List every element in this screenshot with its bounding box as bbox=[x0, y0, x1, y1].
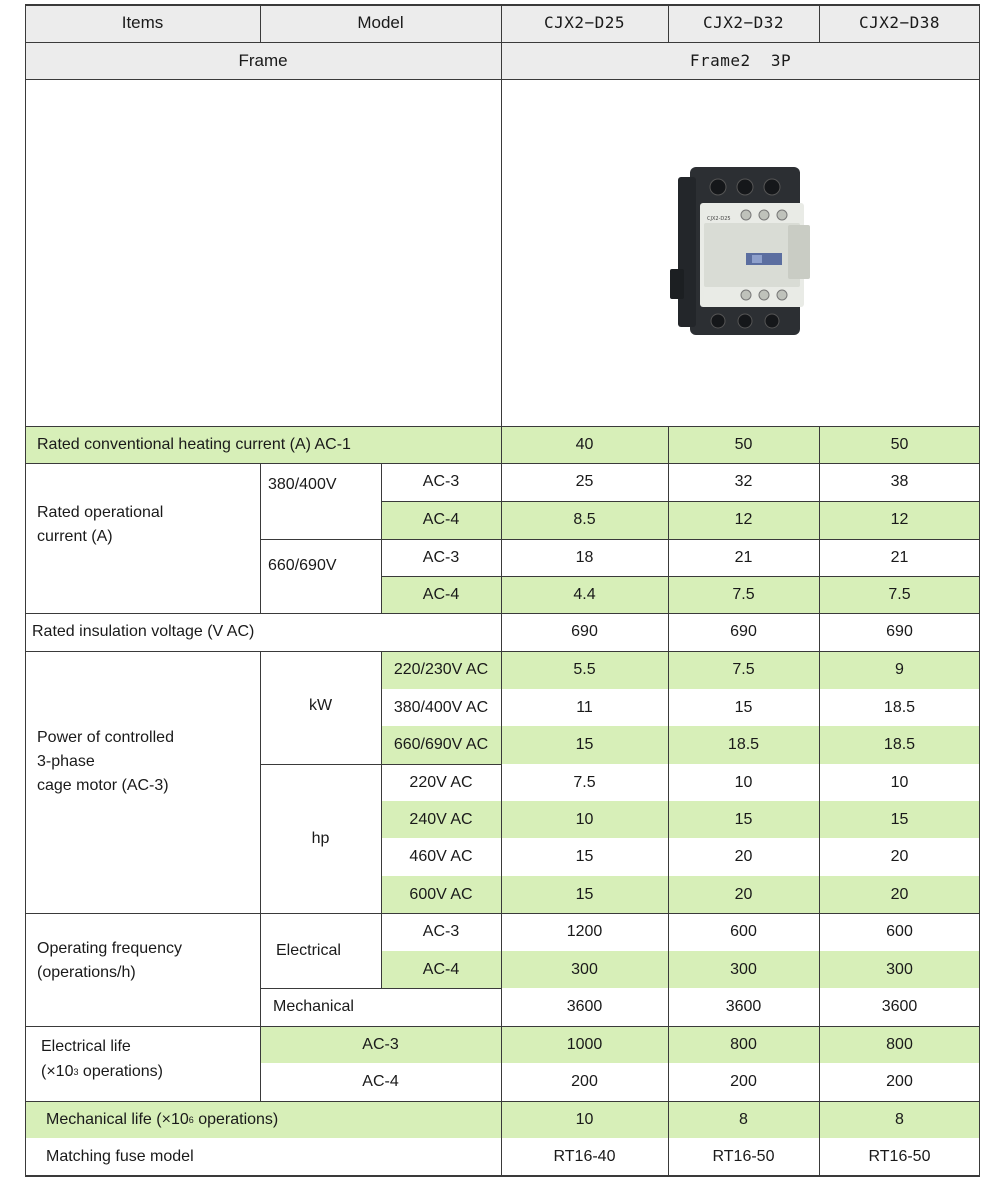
rule bbox=[381, 463, 382, 613]
hp-row4-volt: 600V AC bbox=[409, 885, 473, 903]
rule bbox=[260, 463, 261, 613]
freq-ac4-cat: AC-4 bbox=[422, 960, 460, 978]
elec-life-ac3-d38: 800 bbox=[886, 1035, 913, 1053]
op-v1-ac3-d38: 38 bbox=[890, 473, 909, 490]
elec-life-ac3-cat: AC-3 bbox=[362, 1035, 399, 1053]
kw-row2-d38: 18.5 bbox=[883, 698, 916, 716]
hp-row3-volt: 460V AC bbox=[409, 848, 473, 865]
elec-life-ac3-d25: 1000 bbox=[566, 1035, 603, 1053]
op-v1-ac4-d32: 12 bbox=[734, 511, 753, 528]
kw-row2-volt: 380/400V AC bbox=[393, 698, 489, 716]
rule-left bbox=[25, 4, 26, 1176]
hp-row4-d32: 20 bbox=[734, 885, 753, 903]
rule-col-values bbox=[501, 4, 502, 1176]
fuse-d25: RT16-40 bbox=[553, 1148, 616, 1165]
kw-row3-d32: 18.5 bbox=[727, 736, 760, 753]
frame-label: Frame bbox=[25, 42, 501, 79]
product-image-cell bbox=[501, 80, 979, 425]
kw-row3-d25: 15 bbox=[575, 736, 594, 753]
rule bbox=[25, 651, 980, 652]
elec-life-unit-suffix: operations) bbox=[78, 1063, 163, 1080]
op-v2-ac4-d32: 7.5 bbox=[732, 585, 755, 603]
kw-row3-volt: 660/690V AC bbox=[393, 736, 489, 753]
rule bbox=[381, 501, 980, 502]
power-label-line1: Power of controlled bbox=[37, 729, 174, 746]
rule bbox=[260, 988, 501, 989]
elec-life-ac4-d32: 200 bbox=[730, 1073, 757, 1090]
insulation-label: Rated insulation voltage (V AC) bbox=[32, 623, 255, 640]
hp-row3-d25: 15 bbox=[575, 848, 594, 865]
rule bbox=[25, 1101, 980, 1102]
rule bbox=[260, 539, 980, 540]
op-v2-ac4-d38: 7.5 bbox=[888, 585, 911, 603]
hp-row2-volt: 240V AC bbox=[409, 810, 473, 828]
frequency-label-line2: (operations/h) bbox=[37, 964, 136, 981]
power-kw-label: kW bbox=[308, 696, 333, 714]
rule bbox=[381, 576, 980, 577]
elec-life-label-line2: (×10 3 operations) bbox=[41, 1063, 163, 1080]
frequency-electrical-label: Electrical bbox=[276, 941, 341, 959]
hp-row2-d38: 15 bbox=[890, 810, 909, 828]
hp-row4-d38: 20 bbox=[890, 885, 909, 903]
spec-table bbox=[25, 4, 980, 1176]
elec-life-label-line1: Electrical life bbox=[41, 1038, 131, 1055]
header-model: Model bbox=[260, 4, 501, 42]
header-model-d25: CJX2−D25 bbox=[501, 4, 668, 42]
op-v1-ac4-d38: 12 bbox=[890, 511, 909, 528]
rule bbox=[819, 426, 820, 1176]
rule bbox=[668, 4, 669, 42]
elec-life-ac4-cat: AC-4 bbox=[362, 1073, 399, 1090]
rule bbox=[25, 463, 980, 464]
rule bbox=[260, 651, 261, 1101]
hp-row2-d25: 10 bbox=[575, 810, 594, 828]
freq-ac4-d25: 300 bbox=[571, 960, 598, 978]
kw-row1-volt: 220/230V AC bbox=[393, 661, 489, 678]
header-model-d32: CJX2−D32 bbox=[668, 4, 819, 42]
kw-row2-d32: 15 bbox=[734, 698, 753, 716]
frequency-mechanical-label: Mechanical bbox=[273, 998, 354, 1015]
fuse-label: Matching fuse model bbox=[46, 1148, 194, 1165]
header-items: Items bbox=[25, 4, 260, 42]
elec-life-unit-prefix: (×10 bbox=[41, 1063, 74, 1080]
heating-d38: 50 bbox=[890, 435, 909, 453]
op-v2-ac3-d38: 21 bbox=[890, 548, 909, 566]
header-model-d38: CJX2−D38 bbox=[819, 4, 980, 42]
insulation-d32: 690 bbox=[730, 623, 757, 640]
hp-row4-d25: 15 bbox=[575, 885, 594, 903]
freq-ac4-d38: 300 bbox=[886, 960, 913, 978]
frame-value: Frame2 3P bbox=[501, 42, 980, 79]
fuse-d32: RT16-50 bbox=[712, 1148, 775, 1165]
heating-d32: 50 bbox=[734, 435, 753, 453]
rule-bottom bbox=[25, 1175, 980, 1177]
kw-row1-d32: 7.5 bbox=[732, 661, 755, 678]
kw-row2-d25: 11 bbox=[576, 698, 593, 716]
freq-ac4-d32: 300 bbox=[730, 960, 757, 978]
kw-row3-d38: 18.5 bbox=[883, 736, 916, 753]
freq-ac3-d32: 600 bbox=[730, 923, 757, 940]
op-v1-ac4-cat: AC-4 bbox=[422, 511, 460, 528]
freq-mech-d32: 3600 bbox=[725, 998, 762, 1015]
power-label-line3: cage motor (AC-3) bbox=[37, 777, 169, 794]
freq-ac3-d25: 1200 bbox=[566, 923, 603, 940]
heating-d25: 40 bbox=[575, 435, 594, 453]
elec-life-ac3-d32: 800 bbox=[730, 1035, 757, 1053]
hp-row1-d25: 7.5 bbox=[573, 773, 596, 791]
insulation-d38: 690 bbox=[886, 623, 913, 640]
rule bbox=[25, 79, 980, 80]
op-v2-ac3-d25: 18 bbox=[575, 548, 594, 566]
frequency-label-line1: Operating frequency bbox=[37, 940, 182, 957]
power-hp-label: hp bbox=[311, 829, 330, 847]
freq-ac3-d38: 600 bbox=[886, 923, 913, 940]
hp-row2-d32: 15 bbox=[734, 810, 753, 828]
operational-label-line2: current (A) bbox=[37, 528, 113, 545]
rule bbox=[25, 42, 980, 43]
heating-label: Rated conventional heating current (A) AC-1 bbox=[37, 435, 351, 453]
contactor-image bbox=[660, 163, 820, 343]
rule bbox=[260, 4, 261, 42]
mech-life-suffix: operations) bbox=[193, 1110, 279, 1128]
hp-row1-d32: 10 bbox=[734, 773, 753, 791]
rule bbox=[819, 4, 820, 42]
elec-life-ac4-d25: 200 bbox=[571, 1073, 598, 1090]
fuse-d38: RT16-50 bbox=[868, 1148, 931, 1165]
op-v2-ac4-d25: 4.4 bbox=[573, 585, 596, 603]
rule bbox=[25, 426, 980, 427]
rule bbox=[25, 613, 980, 614]
freq-mech-d25: 3600 bbox=[566, 998, 603, 1015]
mech-life-label: Mechanical life (×10 6 operations) bbox=[46, 1110, 279, 1128]
mech-life-d32: 8 bbox=[739, 1110, 748, 1128]
power-label-line2: 3-phase bbox=[37, 753, 95, 770]
op-v1-ac3-cat: AC-3 bbox=[422, 473, 460, 490]
op-v1-ac3-d25: 25 bbox=[575, 473, 594, 490]
mech-life-d38: 8 bbox=[895, 1110, 904, 1128]
op-v1-ac4-d25: 8.5 bbox=[573, 511, 596, 528]
contactor-model-label: CJX2-D25 bbox=[707, 215, 731, 222]
hp-row3-d32: 20 bbox=[734, 848, 753, 865]
hp-row1-volt: 220V AC bbox=[409, 773, 473, 791]
op-v1-ac3-d32: 32 bbox=[734, 473, 753, 490]
kw-row1-d38: 9 bbox=[895, 661, 904, 678]
op-v2-ac3-d32: 21 bbox=[734, 548, 753, 566]
rule bbox=[381, 651, 382, 988]
op-v2-ac4-cat: AC-4 bbox=[422, 585, 460, 603]
rule-right bbox=[979, 4, 980, 1176]
op-v2-ac3-cat: AC-3 bbox=[422, 548, 460, 566]
kw-row1-d25: 5.5 bbox=[573, 661, 596, 678]
operational-label-line1: Rated operational bbox=[37, 504, 164, 521]
operational-voltage-380: 380/400V bbox=[268, 476, 337, 493]
insulation-d25: 690 bbox=[571, 623, 598, 640]
mech-life-d25: 10 bbox=[575, 1110, 594, 1128]
rule bbox=[25, 1026, 980, 1027]
freq-mech-d38: 3600 bbox=[881, 998, 918, 1015]
rule-top bbox=[25, 4, 980, 6]
elec-life-ac4-d38: 200 bbox=[886, 1073, 913, 1090]
hp-row3-d38: 20 bbox=[890, 848, 909, 865]
mech-life-prefix: Mechanical life (×10 bbox=[46, 1110, 189, 1128]
rule bbox=[25, 913, 980, 914]
freq-ac3-cat: AC-3 bbox=[422, 923, 460, 940]
rule bbox=[668, 426, 669, 1176]
hp-row1-d38: 10 bbox=[890, 773, 909, 791]
operational-voltage-660: 660/690V bbox=[268, 557, 337, 574]
